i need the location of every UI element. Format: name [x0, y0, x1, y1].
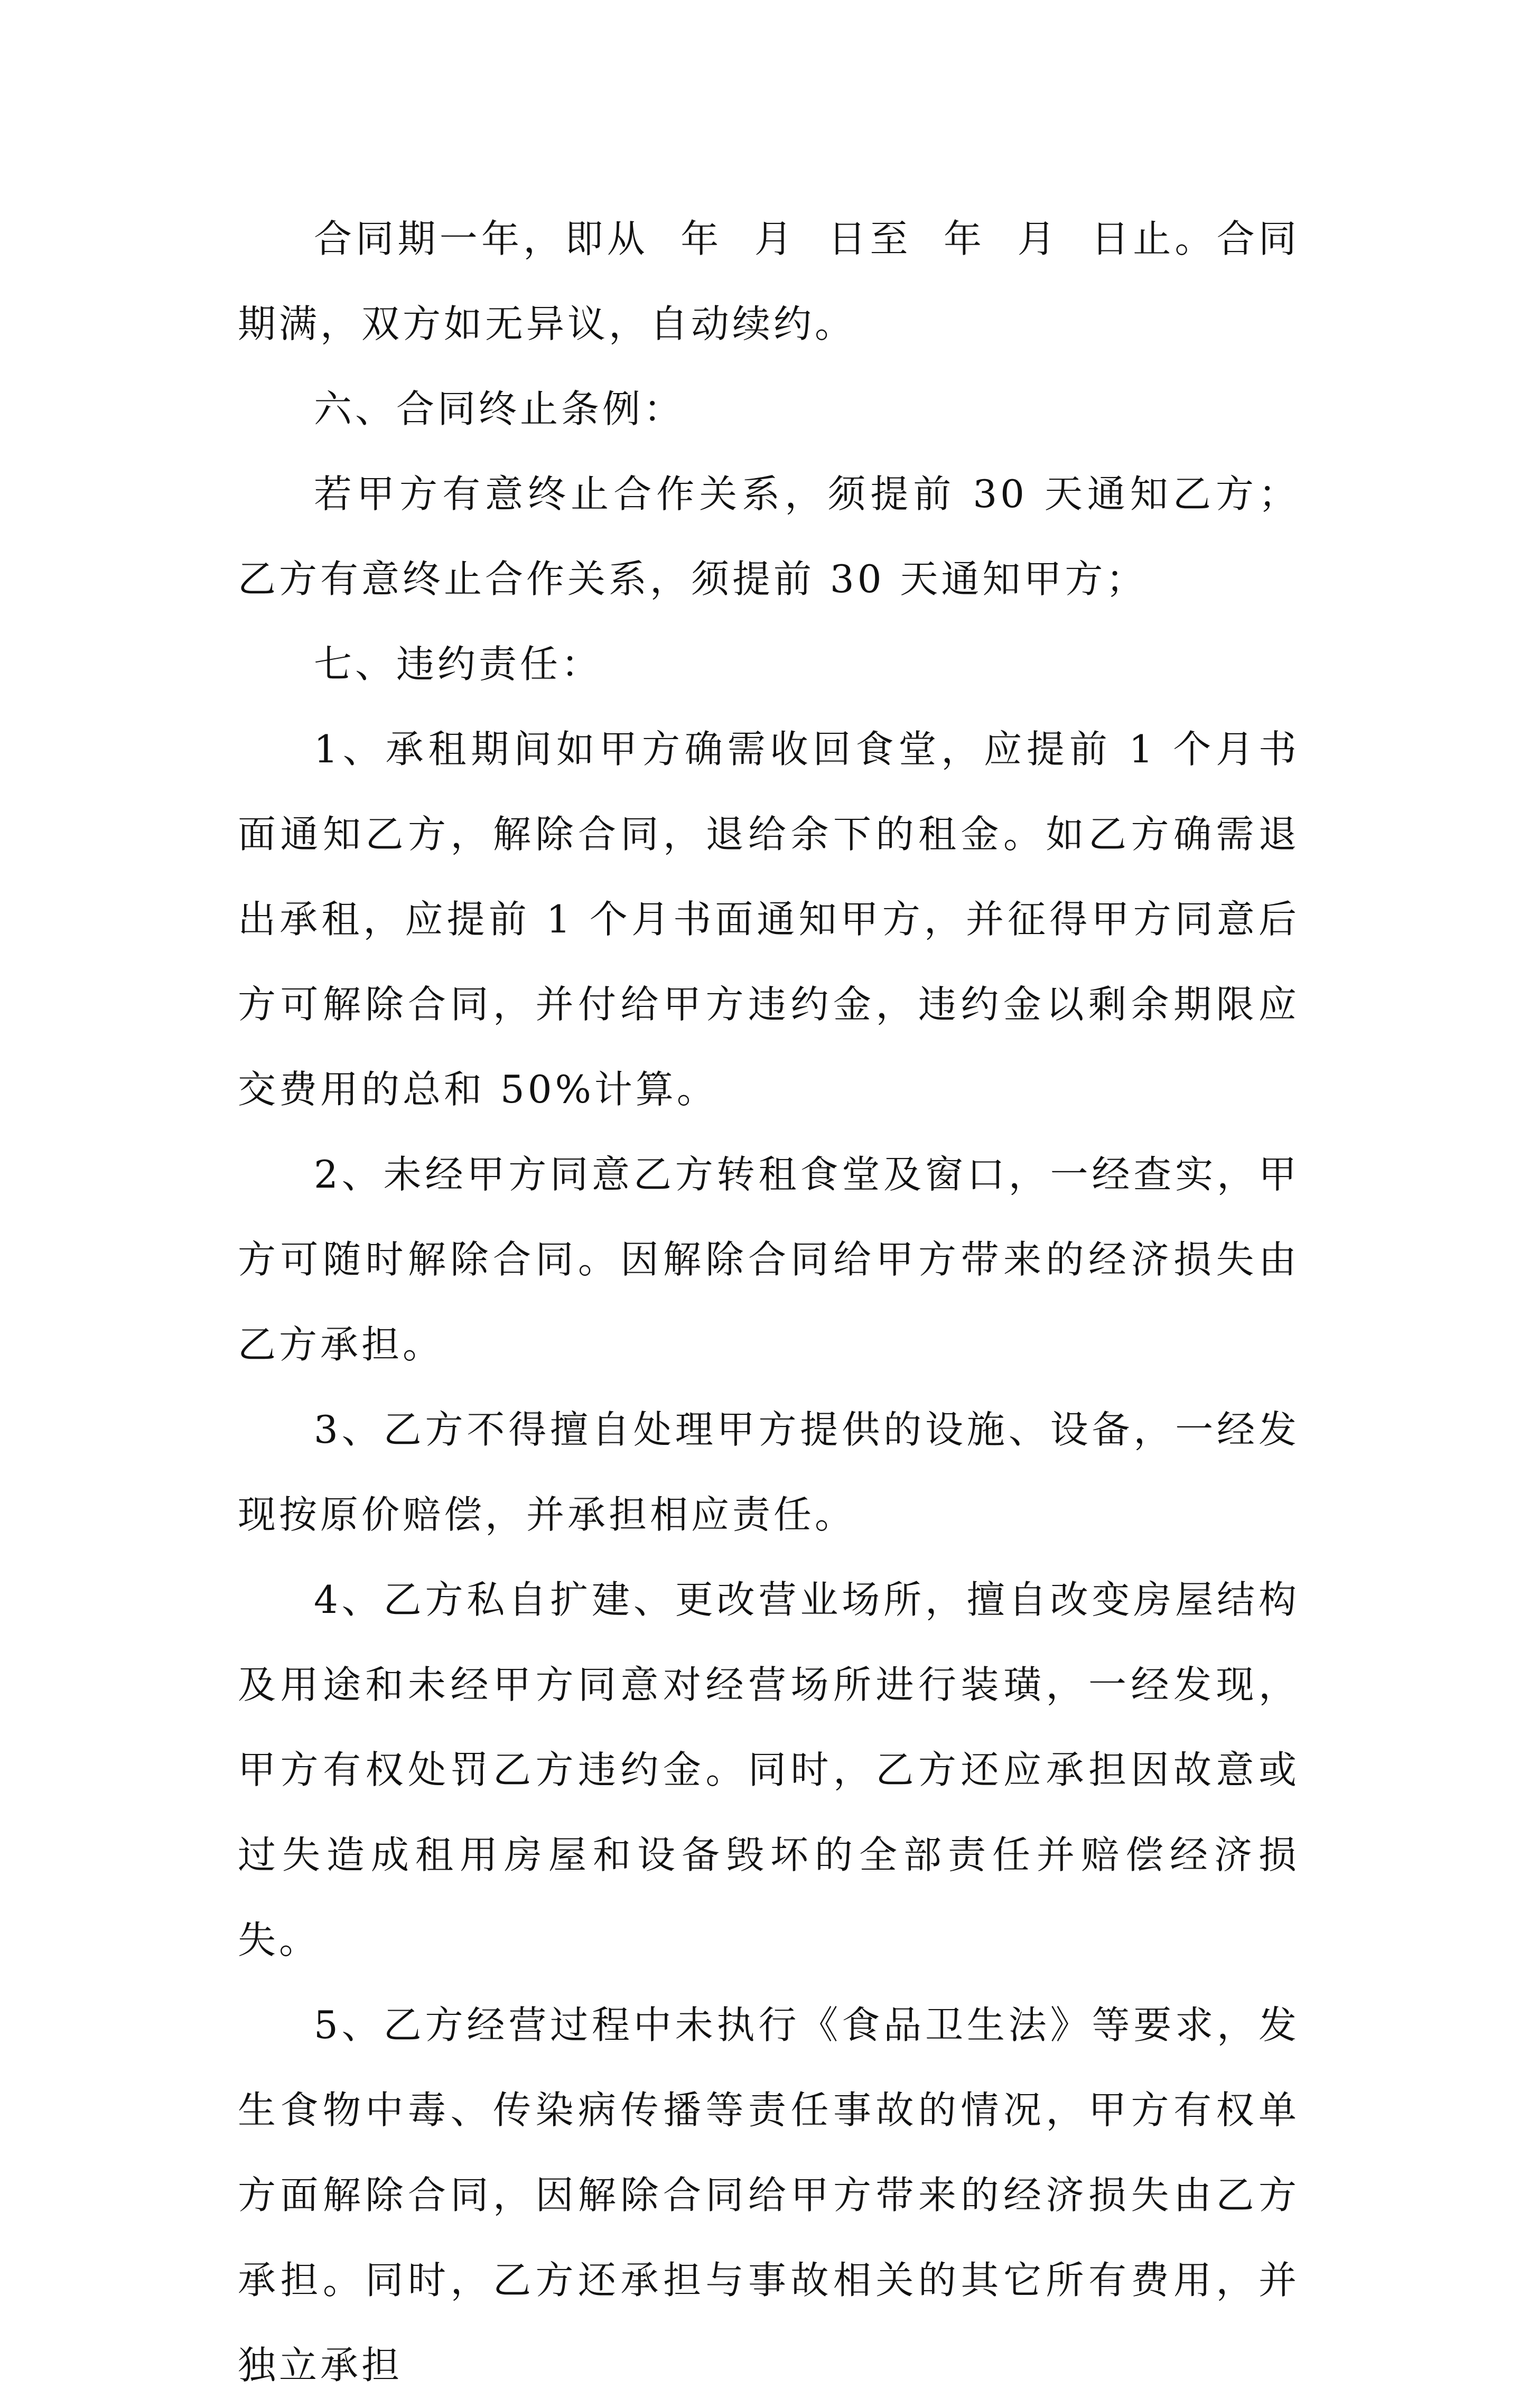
document-page	[238, 197, 1300, 2408]
paragraph-clause-2: 2、未经甲方同意乙方转租食堂及窗口，一经查实，甲方可随时解除合同。因解除合同给甲方带来的经济损失由乙方承担。	[238, 1152, 1300, 1367]
paragraph-clause-3: 3、乙方不得擅自处理甲方提供的设施、设备，一经发现按原价赔偿，并承担相应责任。	[238, 1407, 1300, 1537]
paragraph-termination-notice: 若甲方有意终止合作关系，须提前 30 天通知乙方；乙方有意终止合作关系，须提前 30 天通知甲方；	[238, 472, 1300, 601]
heading-termination-clause: 六、合同终止条例：	[314, 387, 685, 431]
paragraph-clause-5: 5、乙方经营过程中未执行《食品卫生法》等要求，发生食物中毒、传染病传播等责任事故的情况，甲方有权单方面解除合同，因解除合同给甲方带来的经济损失由乙方承担。同时，乙方还承担与事故相关的其它所有费用，并独立承担	[238, 2003, 1300, 2387]
paragraph-clause-4: 4、乙方私自扩建、更改营业场所，擅自改变房屋结构及用途和未经甲方同意对经营场所进行装璜，一经发现，甲方有权处罚乙方违约金。同时，乙方还应承担因故意或过失造成租用房屋和设备毁坏的全部责任并赔偿经济损失。	[238, 1578, 1300, 1962]
paragraph-clause-1: 1、承租期间如甲方确需收回食堂，应提前 1 个月书面通知乙方，解除合同，退给余下的租金。如乙方确需退出承租，应提前 1 个月书面通知甲方，并征得甲方同意后方可解除合同，并付给甲方违约金，违约金以剩余期限应交费用的总和 50%计算。	[238, 727, 1300, 1112]
heading-breach-liability: 七、违约责任：	[314, 642, 603, 686]
paragraph-contract-term: 合同期一年，即从 年 月 日至 年 月 日止。合同期满，双方如无异议，自动续约。	[238, 217, 1300, 346]
